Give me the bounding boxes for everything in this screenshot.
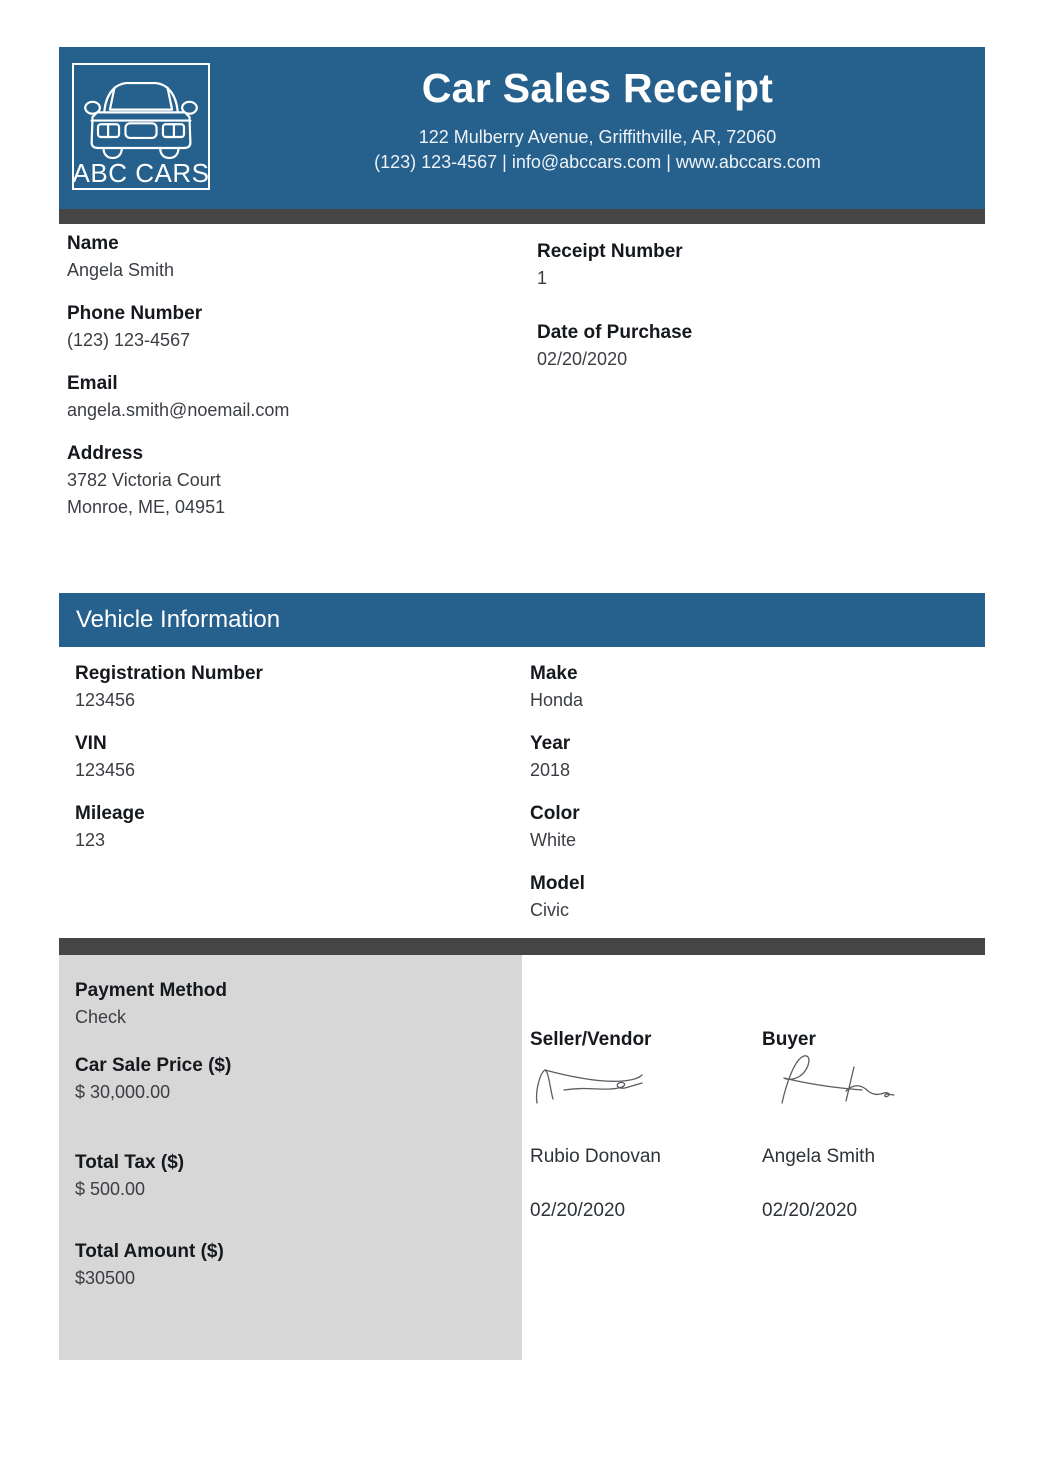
- color-field: [530, 801, 950, 854]
- seller-name: Rubio Donovan: [530, 1146, 661, 1167]
- purchase-date-label: Date of Purchase: [537, 322, 693, 343]
- mileage-label: Mileage: [75, 803, 145, 824]
- total-amount-value: $30500: [75, 1268, 136, 1288]
- page-title: Car Sales Receipt: [421, 65, 774, 111]
- registration-number-value: 123456: [75, 690, 136, 710]
- address-label: Address: [67, 443, 144, 464]
- company-phone-email-line: (123) 123-4567 | info@abccars.com | www.abccars.com: [374, 152, 821, 172]
- buyer-signature-image: [762, 1051, 907, 1118]
- receipt-info-column: [537, 239, 967, 401]
- receipt-number-value: 1: [537, 268, 548, 288]
- seller-vendor-label: Seller/Vendor: [530, 1029, 652, 1050]
- customer-email-field: [67, 371, 497, 424]
- buyer-name: Angela Smith: [762, 1146, 876, 1167]
- customer-info-column: [67, 231, 497, 538]
- email-value: angela.smith@noemail.com: [67, 400, 290, 420]
- seller-signature-image: [530, 1061, 655, 1114]
- model-value: Civic: [530, 900, 569, 920]
- registration-number-field: [75, 661, 495, 714]
- vehicle-information-section-header: Vehicle Information: [59, 593, 985, 647]
- payment-method-value: Check: [75, 1007, 127, 1027]
- company-logo: [72, 63, 210, 190]
- vin-label: VIN: [75, 733, 107, 754]
- header-divider-bar: [59, 209, 985, 224]
- document-header: [59, 47, 985, 209]
- make-value: Honda: [530, 690, 584, 710]
- total-tax-value: $ 500.00: [75, 1179, 146, 1199]
- year-value: 2018: [530, 760, 571, 780]
- total-amount-field: [75, 1239, 495, 1292]
- phone-label: Phone Number: [67, 303, 203, 324]
- total-tax-field: [75, 1150, 495, 1203]
- color-value: White: [530, 830, 577, 850]
- total-tax-label: Total Tax ($): [75, 1152, 185, 1173]
- payment-method-label: Payment Method: [75, 980, 228, 1001]
- name-label: Name: [67, 233, 119, 254]
- company-address-line: 122 Mulberry Avenue, Griffithville, AR, 72060: [418, 127, 777, 147]
- header-title-area: [210, 47, 985, 175]
- payment-info-column: [75, 978, 495, 1309]
- customer-address-field: [67, 441, 497, 521]
- car-sale-price-field: [75, 1053, 495, 1106]
- make-field: [530, 661, 950, 714]
- model-field: [530, 871, 950, 924]
- vin-value: 123456: [75, 760, 136, 780]
- payment-divider-bar: [59, 938, 985, 955]
- vehicle-info-right-column: [530, 661, 950, 941]
- buyer-label: Buyer: [762, 1029, 816, 1050]
- buyer-signature-block: [762, 1029, 987, 1249]
- seller-signature-block: [530, 1029, 755, 1249]
- car-icon: [77, 70, 205, 162]
- receipt-number-field: [537, 239, 967, 292]
- receipt-number-label: Receipt Number: [537, 241, 683, 262]
- customer-phone-field: [67, 301, 497, 354]
- logo-text: ABC CARS: [72, 158, 210, 188]
- purchase-date-field: [537, 320, 967, 373]
- phone-value: (123) 123-4567: [67, 330, 191, 350]
- email-label: Email: [67, 373, 118, 394]
- purchase-date-value: 02/20/2020: [537, 349, 628, 369]
- total-amount-label: Total Amount ($): [75, 1241, 224, 1262]
- mileage-field: [75, 801, 495, 854]
- model-label: Model: [530, 873, 585, 894]
- address-line-1: 3782 Victoria Court: [67, 470, 221, 490]
- color-label: Color: [530, 803, 580, 824]
- company-contact-info: [210, 125, 985, 175]
- year-label: Year: [530, 733, 571, 754]
- address-line-2: Monroe, ME, 04951: [67, 497, 226, 517]
- vin-field: [75, 731, 495, 784]
- mileage-value: 123: [75, 830, 106, 850]
- car-sale-price-label: Car Sale Price ($): [75, 1055, 232, 1076]
- name-value: Angela Smith: [67, 260, 175, 280]
- seller-date: 02/20/2020: [530, 1200, 626, 1221]
- registration-number-label: Registration Number: [75, 663, 263, 684]
- year-field: [530, 731, 950, 784]
- make-label: Make: [530, 663, 578, 684]
- customer-name-field: [67, 231, 497, 284]
- payment-method-field: [75, 978, 495, 1031]
- vehicle-info-left-column: [75, 661, 495, 871]
- buyer-date: 02/20/2020: [762, 1200, 858, 1221]
- car-sale-price-value: $ 30,000.00: [75, 1082, 171, 1102]
